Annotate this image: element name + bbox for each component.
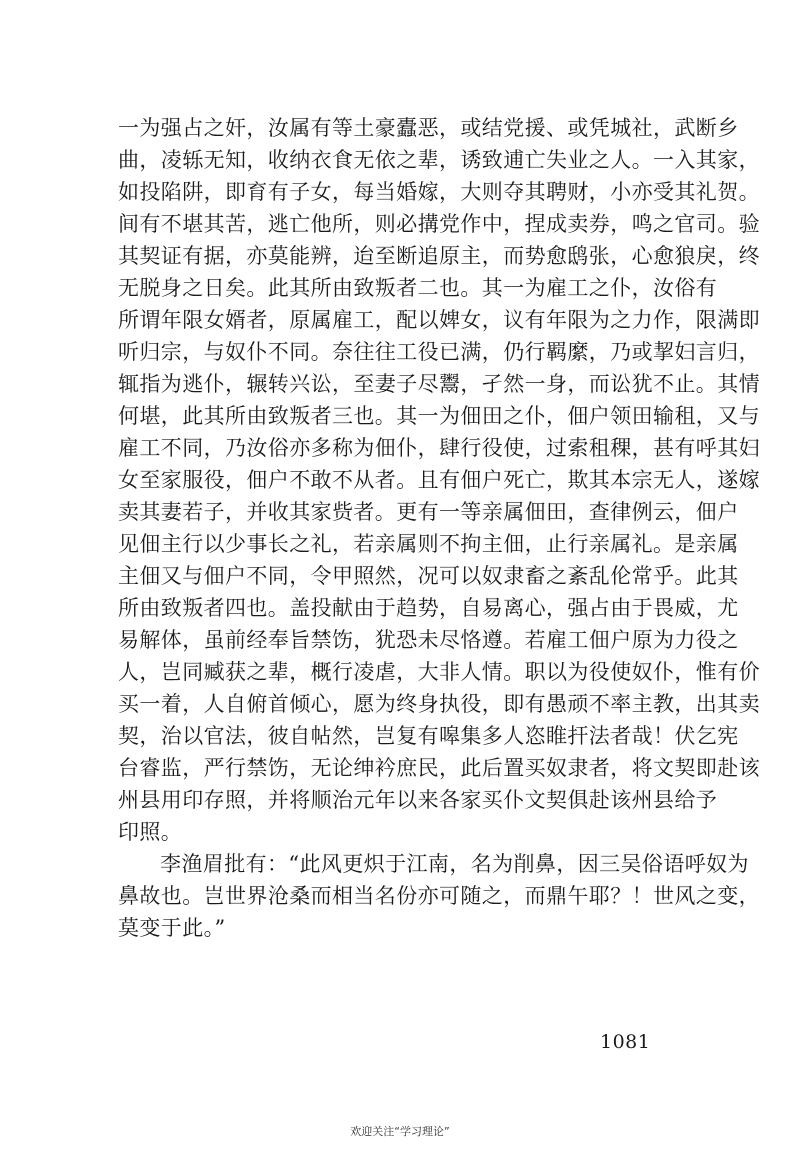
- text-line: 如投陷阱，即育有子女，每当婚嫁，大则夺其聘财，小亦受其礼贺。: [118, 180, 760, 204]
- text-line: 主佃又与佃户不同，令甲照然，况可以奴隶畜之紊乱伦常乎。此其: [118, 564, 739, 588]
- text-line: 间有不堪其苦，逃亡他所，则必搆党作中，捏成卖券，鸣之官司。验: [118, 212, 760, 236]
- text-line: 女至家服役，佃户不敢不从者。且有佃户死亡，欺其本宗无人，遂嫁: [118, 468, 760, 492]
- body-text: [118, 112, 760, 944]
- paragraph-2: [118, 848, 760, 944]
- text-line: 听归宗，与奴仆不同。奈往往工役已满，仍行羁縻，乃或挈妇言归，: [118, 340, 760, 364]
- text-line: 何堪，此其所由致叛者三也。其一为佃田之仆，佃户领田输租，又与: [118, 404, 760, 428]
- text-line: 见佃主行以少事长之礼，若亲属则不拘主佃，止行亲属礼。是亲属: [118, 532, 739, 556]
- text-line: 曲，凌轹无知，收纳衣食无依之辈，诱致逋亡失业之人。一入其家，: [118, 148, 760, 172]
- text-line: 辄指为逃仆，辗转兴讼，至妻子尽鬻，孑然一身，而讼犹不止。其情: [118, 372, 760, 396]
- page-number: 1081: [600, 1031, 651, 1053]
- text-line: 其契证有据，亦莫能辨，迨至断追原主，而势愈鸱张，心愈狼戾，终: [118, 244, 760, 268]
- footer-text: 欢迎关注“学习理论”: [350, 1125, 450, 1138]
- text-line: 无脱身之日矣。此其所由致叛者二也。其一为雇工之仆，汝俗有: [118, 276, 718, 300]
- text-line: 买一着，人自俯首倾心，愿为终身执役，即有愚顽不率主教，出其卖: [118, 692, 760, 716]
- text-line: 台睿监，严行禁饬，无论绅衿庶民，此后置买奴隶者，将文契即赴该: [118, 756, 760, 780]
- text-line: 鼻故也。岂世界沧桑而相当名份亦可随之，而鼎午耶？！世风之变，: [118, 884, 760, 908]
- text-line: 所谓年限女婿者，原属雇工，配以婢女，议有年限为之力作，限满即: [118, 308, 760, 332]
- text-line: 所由致叛者四也。盖投献由于趋势，自易离心，强占由于畏威，尤: [118, 596, 739, 620]
- text-line: 一为强占之奸，汝属有等土豪蠹恶，或结党援、或凭城社，武断乡: [118, 116, 739, 140]
- text-line: 易解体，虽前经奉旨禁饬，犹恐未尽恪遵。若雇工佃户原为力役之: [118, 628, 739, 652]
- text-line: 李渔眉批有：“此风更炽于江南，名为削鼻，因三吴俗语呼奴为: [160, 852, 749, 876]
- text-line: 雇工不同，乃汝俗亦多称为佃仆，肆行役使，过索租稞，甚有呼其妇: [118, 436, 760, 460]
- text-line: 州县用印存照，并将顺治元年以来各家买仆文契俱赴该州县给予: [118, 788, 718, 812]
- paragraph-1: [118, 112, 760, 848]
- text-line: 莫变于此。”: [118, 916, 226, 940]
- text-line: 卖其妻若子，并收其家赀者。更有一等亲属佃田，查律例云，佃户: [118, 500, 739, 524]
- text-line: 人，岂同臧获之辈，概行凌虐，大非人情。职以为役使奴仆，惟有价: [118, 660, 760, 684]
- text-line: 印照。: [118, 820, 183, 844]
- text-line: 契，治以官法，彼自帖然，岂复有嗥集多人恣睢扞法者哉！伏乞宪: [118, 724, 739, 748]
